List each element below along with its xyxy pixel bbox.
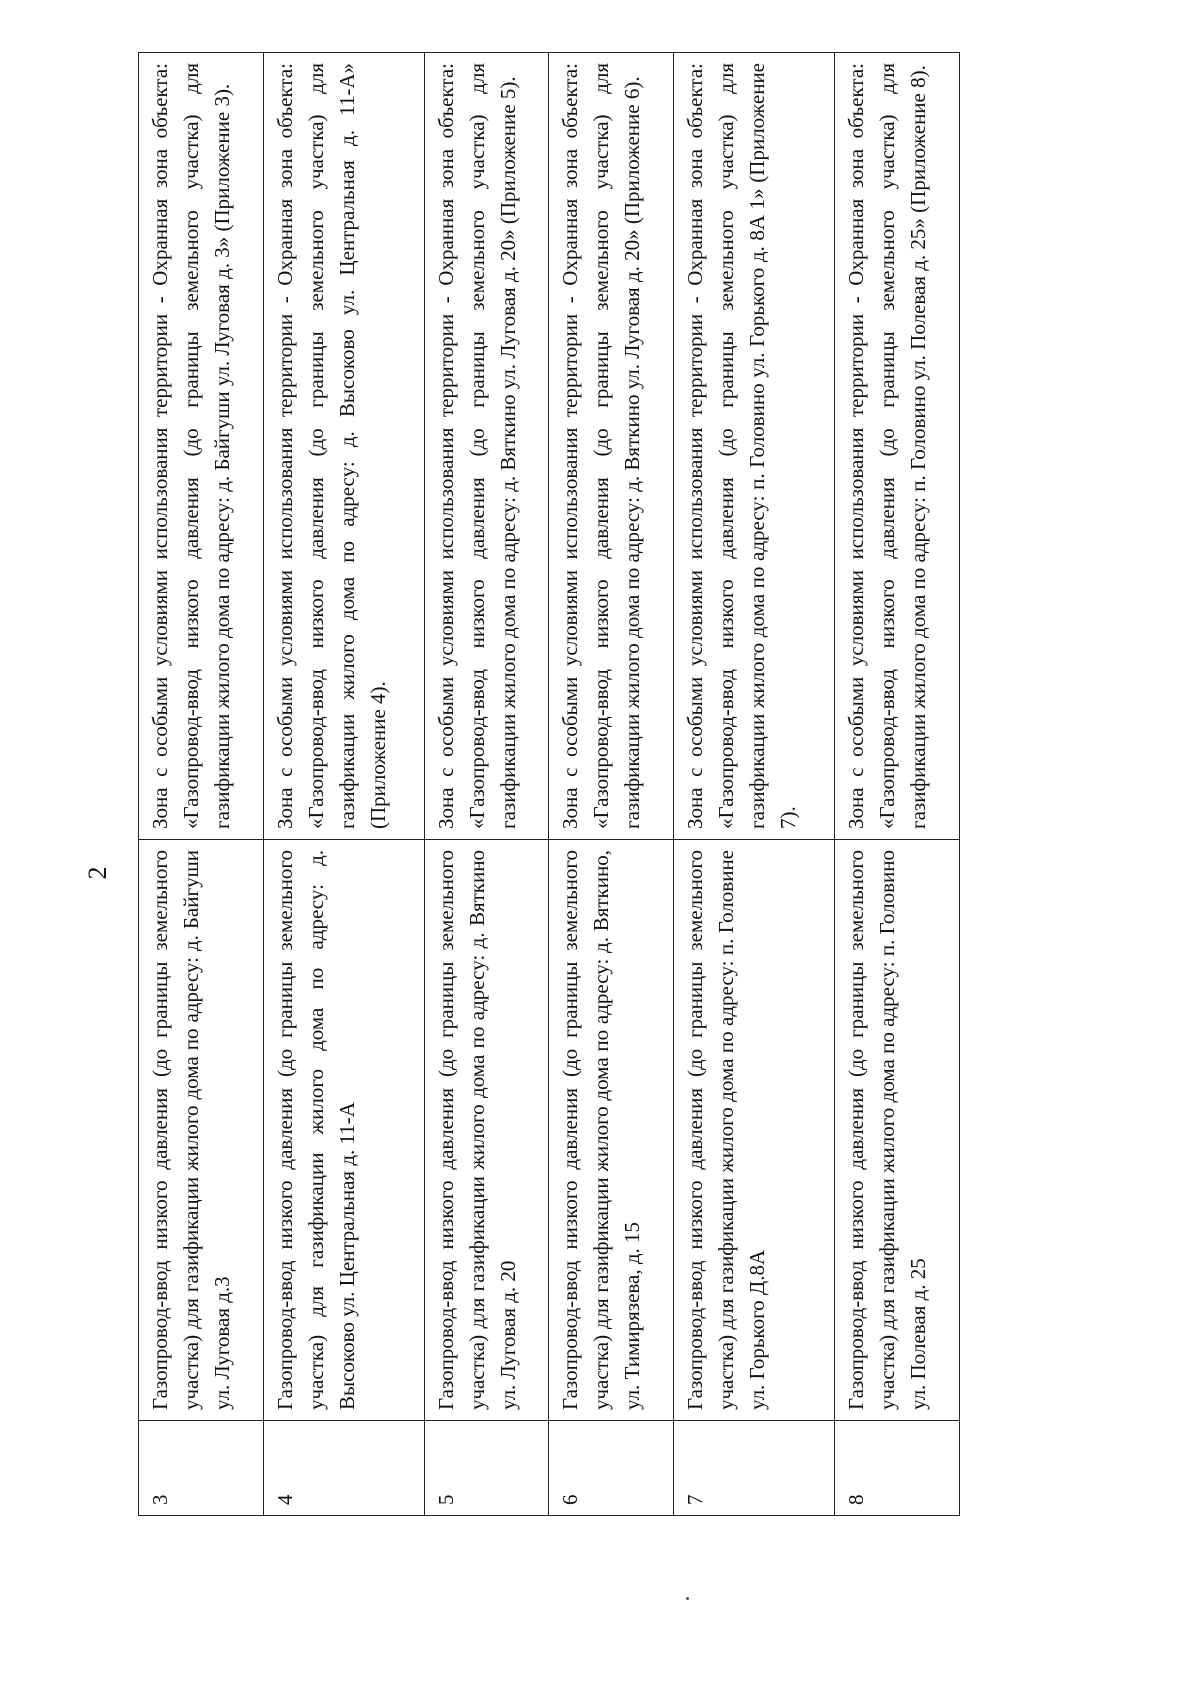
rotated-table-container	[138, 52, 960, 1516]
table-row	[263, 53, 424, 1516]
zone-description: Зона с особыми условиями использования территории - Охранная зона объекта: «Газопровод-ввод низкого давления (до границы земельного участка) для газификации жилого дома по адресу: д. Вяткино ул. Луговая д. 20» (Приложение 6).	[549, 53, 674, 840]
row-number: 8	[835, 1421, 960, 1516]
object-description: Газопровод-ввод низкого давления (до границы земельного участка) для газификации жилого дома по адресу: д. Вяткино ул. Луговая д. 20	[424, 840, 549, 1421]
zone-description: Зона с особыми условиями использования территории - Охранная зона объекта: «Газопровод-ввод низкого давления (до границы земельного участка) для газификации жилого дома по адресу: п. Головино ул. Горького д. 8А 1» (Приложение 7).	[674, 53, 835, 840]
zones-table	[138, 52, 960, 1516]
object-description: Газопровод-ввод низкого давления (до границы земельного участка) для газификации жилого дома по адресу: п. Головине ул. Горького Д.8А	[674, 840, 835, 1421]
page-number: 2	[83, 866, 112, 880]
table-row	[424, 53, 549, 1516]
row-number: 3	[139, 1421, 264, 1516]
row-number: 5	[424, 1421, 549, 1516]
zone-description: Зона с особыми условиями использования территории - Охранная зона объекта: «Газопровод-ввод низкого давления (до границы земельного участка) для газификации жилого дома по адресу: д. Байгуши ул. Луговая д. 3» (Приложение 3).	[139, 53, 264, 840]
table-row	[674, 53, 835, 1516]
row-number: 6	[549, 1421, 674, 1516]
row-number: 4	[263, 1421, 424, 1516]
zone-description: Зона с особыми условиями использования территории - Охранная зона объекта: «Газопровод-ввод низкого давления (до границы земельного участка) для газификации жилого дома по адресу: д. Высоково ул. Центральная д. 11-А» (Приложение 4).	[263, 53, 424, 840]
scan-speck	[686, 1597, 689, 1600]
object-description: Газопровод-ввод низкого давления (до границы земельного участка) для газификации жилого дома по адресу: д. Байгуши ул. Луговая д.3	[139, 840, 264, 1421]
table-row	[139, 53, 264, 1516]
table-row	[835, 53, 960, 1516]
object-description: Газопровод-ввод низкого давления (до границы земельного участка) для газификации жилого дома по адресу: п. Головино ул. Полевая д. 25	[835, 840, 960, 1421]
zone-description: Зона с особыми условиями использования территории - Охранная зона объекта: «Газопровод-ввод низкого давления (до границы земельного участка) для газификации жилого дома по адресу: д. Вяткино ул. Луговая д. 20» (Приложение 5).	[424, 53, 549, 840]
row-number: 7	[674, 1421, 835, 1516]
zone-description: Зона с особыми условиями использования территории - Охранная зона объекта: «Газопровод-ввод низкого давления (до границы земельного участка) для газификации жилого дома по адресу: п. Головино ул. Полевая д. 25» (Приложение 8).	[835, 53, 960, 840]
object-description: Газопровод-ввод низкого давления (до границы земельного участка) для газификации жилого дома по адресу: д. Высоково ул. Центральная д. 11-А	[263, 840, 424, 1421]
table-row	[549, 53, 674, 1516]
object-description: Газопровод-ввод низкого давления (до границы земельного участка) для газификации жилого дома по адресу: д. Вяткино, ул. Тимирязева, д. 15	[549, 840, 674, 1421]
